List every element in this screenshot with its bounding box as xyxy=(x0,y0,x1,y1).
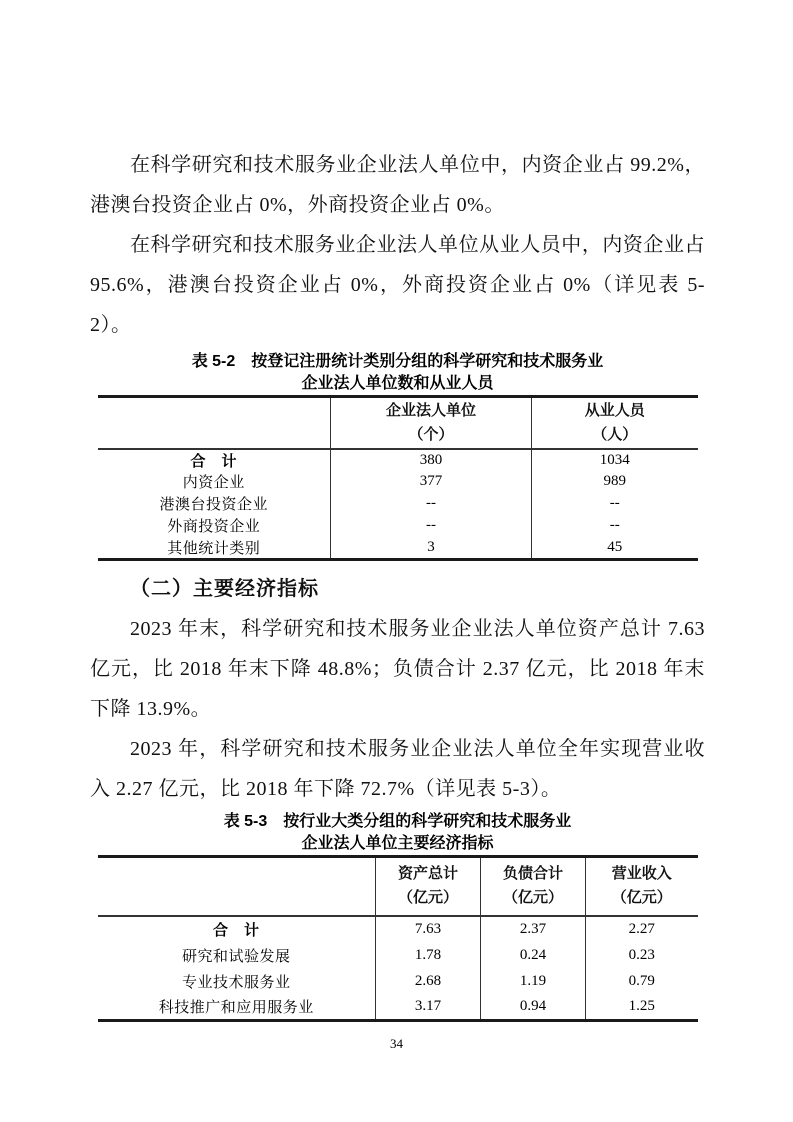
table-row xyxy=(98,471,698,493)
table-5-3-title-line2: 企业法人单位主要经济指标 xyxy=(301,834,494,852)
table-row xyxy=(98,968,698,994)
column-title: 资产总计 xyxy=(397,865,458,883)
column-unit: （人） xyxy=(592,425,638,443)
cell-value: -- xyxy=(532,493,698,515)
table-5-2-header-employees xyxy=(532,397,698,449)
row-label: 专业技术服务业 xyxy=(181,974,291,991)
cell-value: -- xyxy=(331,493,532,515)
table-5-3-header-revenue xyxy=(586,856,698,916)
page-number: 34 xyxy=(390,1036,403,1051)
row-label: 内资企业 xyxy=(182,475,245,491)
row-label: 合 计 xyxy=(190,453,237,470)
row-label: 外商投资企业 xyxy=(167,519,261,535)
paragraph-legal-units: 在科学研究和技术服务业企业法人单位中，内资企业占 99.2%，港澳台投资企业占 0%，外商投资企业占 0%。 xyxy=(90,154,705,216)
cell-value: 2.37 xyxy=(481,916,586,942)
row-label: 其他统计类别 xyxy=(167,540,261,557)
table-row xyxy=(98,515,698,537)
cell-value: 1.19 xyxy=(481,968,586,994)
table-5-3-title xyxy=(90,811,705,855)
table-row xyxy=(98,916,698,942)
column-title: 营业收入 xyxy=(611,865,672,883)
row-label: 合 计 xyxy=(212,923,260,939)
cell-value: 377 xyxy=(331,471,532,493)
cell-value: 1.25 xyxy=(586,994,698,1020)
row-label: 港澳台投资企业 xyxy=(159,497,268,513)
cell-value: 0.23 xyxy=(586,942,698,968)
cell-value: -- xyxy=(331,515,532,537)
table-5-2-title-line1: 表 5-2 按登记注册统计类别分组的科学研究和技术服务业 xyxy=(191,353,604,370)
table-5-3-header-assets xyxy=(376,856,481,916)
column-unit: （亿元） xyxy=(397,889,458,907)
table-5-2-header-stub xyxy=(98,397,331,449)
paragraph-assets-liabilities: 2023 年末，科学研究和技术服务业企业法人单位资产总计 7.63 亿元，比 2018 年末下降 48.8%；负债合计 2.37 亿元，比 2018 年末下降 13.9%。 xyxy=(90,617,705,720)
table-row xyxy=(98,994,698,1020)
cell-value: 0.94 xyxy=(481,994,586,1020)
cell-value: 0.79 xyxy=(586,968,698,994)
cell-value: 3 xyxy=(331,537,532,560)
table-5-2-header-row xyxy=(98,397,698,449)
table-5-2-title xyxy=(90,351,705,395)
row-label: 研究和试验发展 xyxy=(181,948,291,965)
table-5-2 xyxy=(98,395,698,561)
column-unit: （亿元） xyxy=(611,889,672,907)
section-heading-economic-indicators: （二）主要经济指标 xyxy=(130,577,319,600)
cell-value: 2.68 xyxy=(376,968,481,994)
paragraph-revenue: 2023 年，科学研究和技术服务业企业法人单位全年实现营业收入 2.27 亿元，比 2018 年下降 72.7%（详见表 5-3）。 xyxy=(90,737,705,800)
cell-value: 45 xyxy=(532,537,698,560)
column-unit: （个） xyxy=(408,425,454,443)
cell-value: 1034 xyxy=(532,449,698,471)
table-5-3 xyxy=(98,855,698,1022)
table-5-3-header-row xyxy=(98,856,698,916)
table-5-2-title-line2: 企业法人单位数和从业人员 xyxy=(301,375,494,392)
table-row xyxy=(98,449,698,471)
table-row xyxy=(98,942,698,968)
column-title: 负债合计 xyxy=(502,865,563,883)
column-unit: （亿元） xyxy=(502,889,563,907)
cell-value: 0.24 xyxy=(481,942,586,968)
table-row xyxy=(98,537,698,560)
paragraph-employees: 在科学研究和技术服务业企业法人单位从业人员中，内资企业占 95.6%，港澳台投资企业占 0%，外商投资企业占 0%（详见表 5-2）。 xyxy=(90,234,705,336)
cell-value: 989 xyxy=(532,471,698,493)
table-5-3-title-line1: 表 5-3 按行业大类分组的科学研究和技术服务业 xyxy=(223,812,572,830)
cell-value: 2.27 xyxy=(586,916,698,942)
cell-value: -- xyxy=(532,515,698,537)
cell-value: 7.63 xyxy=(376,916,481,942)
cell-value: 1.78 xyxy=(376,942,481,968)
table-5-2-header-legal-units xyxy=(331,397,532,449)
column-title: 企业法人单位 xyxy=(385,401,476,419)
table-row xyxy=(98,493,698,515)
cell-value: 3.17 xyxy=(376,994,481,1020)
table-5-3-header-liabilities xyxy=(481,856,586,916)
cell-value: 380 xyxy=(331,449,532,471)
column-title: 从业人员 xyxy=(584,401,645,419)
row-label: 科技推广和应用服务业 xyxy=(158,999,314,1016)
table-5-3-header-stub xyxy=(98,856,376,916)
